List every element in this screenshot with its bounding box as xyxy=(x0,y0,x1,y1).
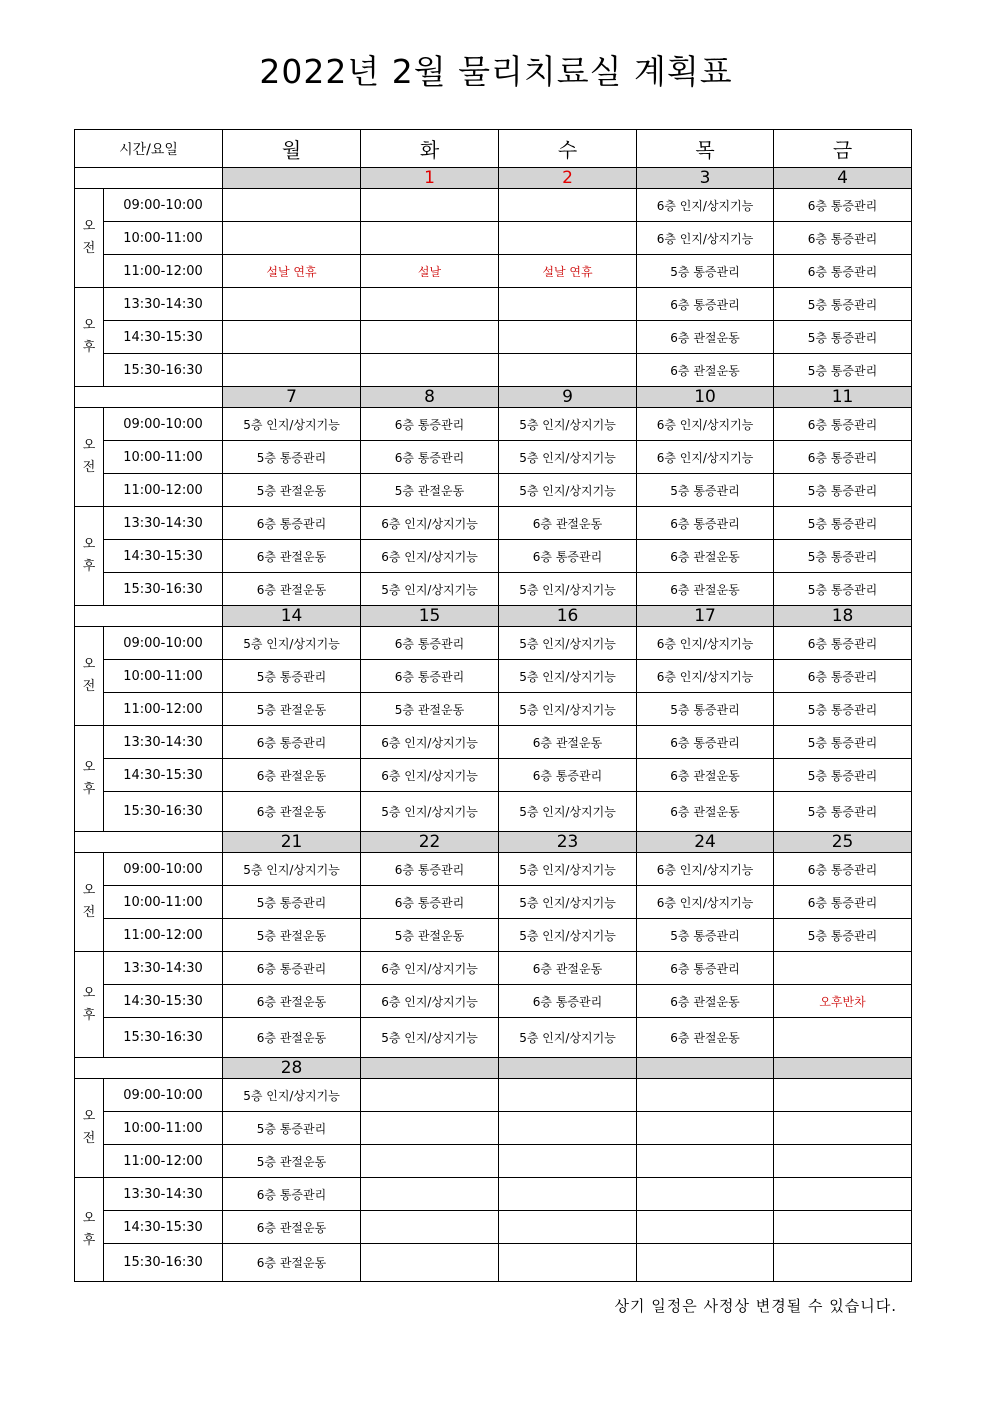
schedule-cell: 5층 인지/상지기능 xyxy=(499,886,637,919)
schedule-cell: 5층 통증관리 xyxy=(774,474,912,507)
schedule-cell xyxy=(361,1112,499,1145)
schedule-cell xyxy=(774,1018,912,1058)
schedule-cell: 5층 관절운동 xyxy=(361,474,499,507)
period-label-am xyxy=(75,408,104,507)
schedule-cell xyxy=(223,354,361,387)
time-slot-row xyxy=(75,853,912,886)
schedule-cell: 6층 통증관리 xyxy=(774,853,912,886)
date-row-spacer xyxy=(75,387,223,408)
schedule-cell xyxy=(361,1178,499,1211)
date-row xyxy=(75,606,912,627)
schedule-cell: 오후반차 xyxy=(774,985,912,1018)
schedule-cell: 6층 통증관리 xyxy=(499,759,637,792)
schedule-cell: 5층 통증관리 xyxy=(637,255,774,288)
schedule-cell xyxy=(637,1145,774,1178)
time-slot-row xyxy=(75,540,912,573)
time-slot-label: 13:30-14:30 xyxy=(104,288,223,321)
schedule-cell: 5층 관절운동 xyxy=(223,919,361,952)
schedule-cell: 5층 통증관리 xyxy=(774,919,912,952)
schedule-cell: 5층 인지/상지기능 xyxy=(499,441,637,474)
schedule-cell: 5층 관절운동 xyxy=(223,693,361,726)
time-slot-label: 15:30-16:30 xyxy=(104,1018,223,1058)
schedule-cell: 설날 xyxy=(361,255,499,288)
schedule-cell xyxy=(499,1079,637,1112)
schedule-cell xyxy=(361,1244,499,1282)
schedule-cell: 6층 통증관리 xyxy=(774,408,912,441)
period-label-pm xyxy=(75,726,104,832)
time-slot-label: 11:00-12:00 xyxy=(104,919,223,952)
date-cell: 10 xyxy=(637,387,774,408)
schedule-cell: 6층 관절운동 xyxy=(223,1018,361,1058)
time-slot-row xyxy=(75,255,912,288)
time-slot-label: 09:00-10:00 xyxy=(104,627,223,660)
time-slot-label: 13:30-14:30 xyxy=(104,507,223,540)
time-slot-row xyxy=(75,1145,912,1178)
time-slot-label: 14:30-15:30 xyxy=(104,985,223,1018)
time-slot-label: 10:00-11:00 xyxy=(104,886,223,919)
schedule-cell xyxy=(499,354,637,387)
schedule-cell: 5층 통증관리 xyxy=(774,792,912,832)
time-slot-row xyxy=(75,792,912,832)
schedule-cell: 5층 인지/상지기능 xyxy=(223,853,361,886)
time-slot-row xyxy=(75,507,912,540)
schedule-cell: 6층 통증관리 xyxy=(361,408,499,441)
time-slot-label: 15:30-16:30 xyxy=(104,1244,223,1282)
period-char: 오 xyxy=(82,1109,96,1124)
schedule-cell: 5층 인지/상지기능 xyxy=(361,573,499,606)
schedule-cell: 5층 통증관리 xyxy=(223,886,361,919)
date-row-spacer xyxy=(75,168,223,189)
date-cell: 11 xyxy=(774,387,912,408)
time-slot-label: 14:30-15:30 xyxy=(104,1211,223,1244)
period-char: 후 xyxy=(82,1232,96,1248)
time-slot-row xyxy=(75,1178,912,1211)
schedule-cell: 6층 인지/상지기능 xyxy=(637,853,774,886)
schedule-cell xyxy=(774,1079,912,1112)
schedule-cell xyxy=(361,1145,499,1178)
schedule-cell: 6층 인지/상지기능 xyxy=(637,408,774,441)
schedule-cell: 5층 통증관리 xyxy=(774,354,912,387)
schedule-cell: 6층 통증관리 xyxy=(774,441,912,474)
schedule-cell: 6층 인지/상지기능 xyxy=(361,952,499,985)
schedule-cell: 설날 연휴 xyxy=(223,255,361,288)
date-cell: 4 xyxy=(774,168,912,189)
schedule-cell: 5층 통증관리 xyxy=(774,288,912,321)
period-char: 전 xyxy=(82,905,96,920)
schedule-cell: 5층 인지/상지기능 xyxy=(499,408,637,441)
date-cell: 28 xyxy=(223,1058,361,1079)
period-char: 전 xyxy=(82,241,96,256)
schedule-cell: 6층 통증관리 xyxy=(223,952,361,985)
schedule-cell: 5층 통증관리 xyxy=(774,321,912,354)
time-slot-row xyxy=(75,189,912,222)
schedule-cell: 5층 인지/상지기능 xyxy=(499,919,637,952)
time-slot-row xyxy=(75,573,912,606)
schedule-cell xyxy=(223,288,361,321)
time-slot-row xyxy=(75,886,912,919)
time-slot-label: 09:00-10:00 xyxy=(104,189,223,222)
schedule-cell xyxy=(499,1178,637,1211)
period-char: 오 xyxy=(82,1210,96,1226)
period-char: 전 xyxy=(82,679,96,694)
time-slot-row xyxy=(75,1244,912,1282)
date-cell xyxy=(223,168,361,189)
schedule-cell: 5층 통증관리 xyxy=(223,441,361,474)
schedule-cell: 6층 통증관리 xyxy=(774,222,912,255)
schedule-cell: 6층 관절운동 xyxy=(223,540,361,573)
schedule-cell: 6층 인지/상지기능 xyxy=(361,507,499,540)
period-char: 후 xyxy=(82,559,96,574)
period-char: 오 xyxy=(82,657,96,672)
schedule-cell: 5층 인지/상지기능 xyxy=(361,792,499,832)
period-label-am xyxy=(75,627,104,726)
date-cell: 24 xyxy=(637,832,774,853)
date-cell: 3 xyxy=(637,168,774,189)
schedule-cell: 5층 인지/상지기능 xyxy=(499,660,637,693)
schedule-cell xyxy=(361,288,499,321)
time-slot-label: 11:00-12:00 xyxy=(104,693,223,726)
schedule-cell: 6층 통증관리 xyxy=(223,726,361,759)
date-cell: 15 xyxy=(361,606,499,627)
time-slot-row xyxy=(75,321,912,354)
schedule-cell xyxy=(361,1211,499,1244)
date-cell: 21 xyxy=(223,832,361,853)
schedule-cell: 6층 관절운동 xyxy=(223,759,361,792)
schedule-cell: 5층 인지/상지기능 xyxy=(499,792,637,832)
schedule-cell: 5층 통증관리 xyxy=(774,759,912,792)
period-char: 오 xyxy=(82,759,96,775)
date-row-spacer xyxy=(75,606,223,627)
schedule-cell: 5층 통증관리 xyxy=(637,693,774,726)
time-slot-row xyxy=(75,952,912,985)
date-cell: 22 xyxy=(361,832,499,853)
schedule-cell: 6층 관절운동 xyxy=(637,321,774,354)
time-slot-label: 09:00-10:00 xyxy=(104,1079,223,1112)
schedule-cell: 6층 관절운동 xyxy=(499,952,637,985)
schedule-cell xyxy=(637,1244,774,1282)
schedule-cell xyxy=(637,1211,774,1244)
schedule-cell xyxy=(499,321,637,354)
schedule-cell xyxy=(637,1112,774,1145)
time-slot-label: 10:00-11:00 xyxy=(104,660,223,693)
schedule-cell xyxy=(361,222,499,255)
period-char: 후 xyxy=(82,1007,96,1023)
schedule-cell: 6층 인지/상지기능 xyxy=(637,660,774,693)
schedule-cell: 6층 인지/상지기능 xyxy=(361,759,499,792)
schedule-cell: 5층 인지/상지기능 xyxy=(499,474,637,507)
schedule-cell: 5층 인지/상지기능 xyxy=(223,1079,361,1112)
schedule-cell: 5층 인지/상지기능 xyxy=(499,573,637,606)
date-cell: 23 xyxy=(499,832,637,853)
time-slot-row xyxy=(75,408,912,441)
schedule-cell: 5층 통증관리 xyxy=(637,474,774,507)
schedule-cell: 6층 통증관리 xyxy=(774,886,912,919)
schedule-cell: 5층 관절운동 xyxy=(223,1145,361,1178)
schedule-cell: 6층 통증관리 xyxy=(223,507,361,540)
date-cell: 8 xyxy=(361,387,499,408)
schedule-cell: 6층 인지/상지기능 xyxy=(637,441,774,474)
schedule-cell: 6층 통증관리 xyxy=(637,726,774,759)
schedule-cell xyxy=(361,189,499,222)
schedule-cell: 6층 인지/상지기능 xyxy=(361,726,499,759)
schedule-cell: 5층 인지/상지기능 xyxy=(499,853,637,886)
schedule-cell: 6층 관절운동 xyxy=(223,985,361,1018)
schedule-cell: 5층 통증관리 xyxy=(774,540,912,573)
day-header-wed: 수 xyxy=(499,130,637,168)
time-day-header: 시간/요일 xyxy=(75,130,223,168)
time-slot-row xyxy=(75,474,912,507)
time-slot-row xyxy=(75,919,912,952)
date-cell xyxy=(774,1058,912,1079)
schedule-cell: 5층 인지/상지기능 xyxy=(499,693,637,726)
time-slot-row xyxy=(75,693,912,726)
schedule-cell xyxy=(499,1244,637,1282)
date-row xyxy=(75,832,912,853)
schedule-cell xyxy=(499,1112,637,1145)
time-slot-label: 15:30-16:30 xyxy=(104,573,223,606)
date-cell: 7 xyxy=(223,387,361,408)
time-slot-row xyxy=(75,1211,912,1244)
period-char: 전 xyxy=(82,1131,96,1146)
period-char: 후 xyxy=(82,781,96,797)
schedule-cell xyxy=(499,1145,637,1178)
date-cell: 1 xyxy=(361,168,499,189)
time-slot-row xyxy=(75,985,912,1018)
date-cell: 14 xyxy=(223,606,361,627)
schedule-cell: 6층 통증관리 xyxy=(361,886,499,919)
schedule-cell: 6층 관절운동 xyxy=(637,792,774,832)
schedule-cell xyxy=(361,354,499,387)
schedule-cell xyxy=(774,952,912,985)
schedule-cell xyxy=(223,189,361,222)
time-slot-label: 14:30-15:30 xyxy=(104,321,223,354)
schedule-cell: 5층 인지/상지기능 xyxy=(499,1018,637,1058)
schedule-cell: 6층 인지/상지기능 xyxy=(637,222,774,255)
period-char: 오 xyxy=(82,985,96,1001)
date-row-spacer xyxy=(75,832,223,853)
time-slot-row xyxy=(75,759,912,792)
period-label-pm xyxy=(75,507,104,606)
date-cell: 2 xyxy=(499,168,637,189)
schedule-cell: 6층 인지/상지기능 xyxy=(637,627,774,660)
date-cell xyxy=(499,1058,637,1079)
schedule-cell: 6층 통증관리 xyxy=(774,660,912,693)
period-char: 오 xyxy=(82,219,96,234)
schedule-cell: 6층 관절운동 xyxy=(637,573,774,606)
time-slot-label: 14:30-15:30 xyxy=(104,759,223,792)
schedule-cell: 5층 관절운동 xyxy=(361,919,499,952)
schedule-cell: 5층 관절운동 xyxy=(361,693,499,726)
schedule-cell: 6층 관절운동 xyxy=(223,573,361,606)
date-row-spacer xyxy=(75,1058,223,1079)
schedule-cell: 5층 인지/상지기능 xyxy=(499,627,637,660)
schedule-cell: 6층 인지/상지기능 xyxy=(361,985,499,1018)
time-slot-label: 11:00-12:00 xyxy=(104,474,223,507)
time-slot-label: 11:00-12:00 xyxy=(104,255,223,288)
schedule-cell xyxy=(774,1244,912,1282)
schedule-cell: 6층 관절운동 xyxy=(223,1211,361,1244)
time-slot-row xyxy=(75,1018,912,1058)
period-char: 오 xyxy=(82,438,96,453)
period-label-pm xyxy=(75,288,104,387)
date-cell: 18 xyxy=(774,606,912,627)
footer-note: 상기 일정은 사정상 변경될 수 있습니다. xyxy=(614,1297,897,1315)
header-row xyxy=(75,130,912,168)
schedule-cell: 5층 통증관리 xyxy=(223,660,361,693)
period-char: 전 xyxy=(82,460,96,475)
schedule-cell xyxy=(223,222,361,255)
schedule-cell: 6층 관절운동 xyxy=(499,726,637,759)
schedule-cell: 6층 통증관리 xyxy=(637,507,774,540)
schedule-cell: 6층 관절운동 xyxy=(637,540,774,573)
time-slot-label: 13:30-14:30 xyxy=(104,726,223,759)
schedule-cell: 6층 관절운동 xyxy=(637,759,774,792)
schedule-cell: 6층 통증관리 xyxy=(774,189,912,222)
time-slot-label: 09:00-10:00 xyxy=(104,408,223,441)
date-cell xyxy=(361,1058,499,1079)
time-slot-row xyxy=(75,627,912,660)
schedule-cell: 5층 통증관리 xyxy=(774,573,912,606)
schedule-cell: 5층 인지/상지기능 xyxy=(223,408,361,441)
page-title: 2022년 2월 물리치료실 계획표 xyxy=(259,52,733,91)
schedule-cell: 6층 통증관리 xyxy=(499,540,637,573)
schedule-cell: 6층 통증관리 xyxy=(637,288,774,321)
schedule-cell xyxy=(637,1079,774,1112)
schedule-cell: 6층 관절운동 xyxy=(637,354,774,387)
period-char: 오 xyxy=(82,537,96,552)
date-cell xyxy=(637,1058,774,1079)
schedule-cell: 설날 연휴 xyxy=(499,255,637,288)
schedule-cell: 6층 통증관리 xyxy=(361,853,499,886)
schedule-cell: 6층 관절운동 xyxy=(223,1244,361,1282)
time-slot-label: 14:30-15:30 xyxy=(104,540,223,573)
time-slot-label: 10:00-11:00 xyxy=(104,441,223,474)
schedule-cell xyxy=(774,1211,912,1244)
period-label-am xyxy=(75,189,104,288)
schedule-cell xyxy=(499,222,637,255)
schedule-cell xyxy=(499,1211,637,1244)
schedule-cell xyxy=(774,1145,912,1178)
date-row xyxy=(75,168,912,189)
schedule-cell: 5층 통증관리 xyxy=(774,693,912,726)
schedule-cell xyxy=(774,1178,912,1211)
schedule-cell: 6층 관절운동 xyxy=(637,1018,774,1058)
schedule-cell xyxy=(637,1178,774,1211)
time-slot-row xyxy=(75,1079,912,1112)
time-slot-row xyxy=(75,1112,912,1145)
schedule-cell xyxy=(499,189,637,222)
time-slot-row xyxy=(75,726,912,759)
date-row xyxy=(75,1058,912,1079)
date-cell: 16 xyxy=(499,606,637,627)
day-header-thu: 목 xyxy=(637,130,774,168)
schedule-cell: 6층 관절운동 xyxy=(499,507,637,540)
schedule-cell: 5층 통증관리 xyxy=(774,507,912,540)
period-char: 오 xyxy=(82,318,96,333)
schedule-cell: 5층 인지/상지기능 xyxy=(361,1018,499,1058)
schedule-cell: 5층 통증관리 xyxy=(774,726,912,759)
schedule-cell xyxy=(223,321,361,354)
schedule-cell: 6층 통증관리 xyxy=(223,1178,361,1211)
period-label-am xyxy=(75,1079,104,1178)
date-cell: 25 xyxy=(774,832,912,853)
schedule-cell: 5층 통증관리 xyxy=(637,919,774,952)
schedule-cell: 5층 통증관리 xyxy=(223,1112,361,1145)
time-slot-row xyxy=(75,441,912,474)
schedule-cell: 6층 인지/상지기능 xyxy=(361,540,499,573)
schedule-cell: 6층 인지/상지기능 xyxy=(637,886,774,919)
time-slot-row xyxy=(75,660,912,693)
time-slot-row xyxy=(75,354,912,387)
day-header-fri: 금 xyxy=(774,130,912,168)
schedule-cell: 6층 통증관리 xyxy=(499,985,637,1018)
schedule-cell: 6층 인지/상지기능 xyxy=(637,189,774,222)
time-slot-label: 09:00-10:00 xyxy=(104,853,223,886)
period-char: 후 xyxy=(82,340,96,355)
period-char: 오 xyxy=(82,883,96,898)
schedule-cell xyxy=(361,321,499,354)
day-header-tue: 화 xyxy=(361,130,499,168)
date-cell: 9 xyxy=(499,387,637,408)
schedule-cell: 6층 통증관리 xyxy=(361,441,499,474)
date-row xyxy=(75,387,912,408)
schedule-cell: 6층 통증관리 xyxy=(361,660,499,693)
schedule-cell: 6층 통증관리 xyxy=(774,255,912,288)
period-label-am xyxy=(75,853,104,952)
time-slot-label: 11:00-12:00 xyxy=(104,1145,223,1178)
schedule-cell: 6층 통증관리 xyxy=(637,952,774,985)
schedule-table xyxy=(74,129,912,1282)
schedule-cell: 5층 인지/상지기능 xyxy=(223,627,361,660)
time-slot-label: 13:30-14:30 xyxy=(104,952,223,985)
period-label-pm xyxy=(75,1178,104,1282)
time-slot-label: 15:30-16:30 xyxy=(104,354,223,387)
schedule-cell xyxy=(499,288,637,321)
date-cell: 17 xyxy=(637,606,774,627)
schedule-cell xyxy=(774,1112,912,1145)
time-slot-label: 15:30-16:30 xyxy=(104,792,223,832)
time-slot-row xyxy=(75,222,912,255)
schedule-cell: 6층 관절운동 xyxy=(223,792,361,832)
schedule-cell: 6층 통증관리 xyxy=(774,627,912,660)
time-slot-label: 10:00-11:00 xyxy=(104,1112,223,1145)
schedule-cell xyxy=(361,1079,499,1112)
period-label-pm xyxy=(75,952,104,1058)
schedule-cell: 6층 관절운동 xyxy=(637,985,774,1018)
time-slot-label: 10:00-11:00 xyxy=(104,222,223,255)
day-header-mon: 월 xyxy=(223,130,361,168)
time-slot-row xyxy=(75,288,912,321)
schedule-cell: 5층 관절운동 xyxy=(223,474,361,507)
schedule-cell: 6층 통증관리 xyxy=(361,627,499,660)
time-slot-label: 13:30-14:30 xyxy=(104,1178,223,1211)
